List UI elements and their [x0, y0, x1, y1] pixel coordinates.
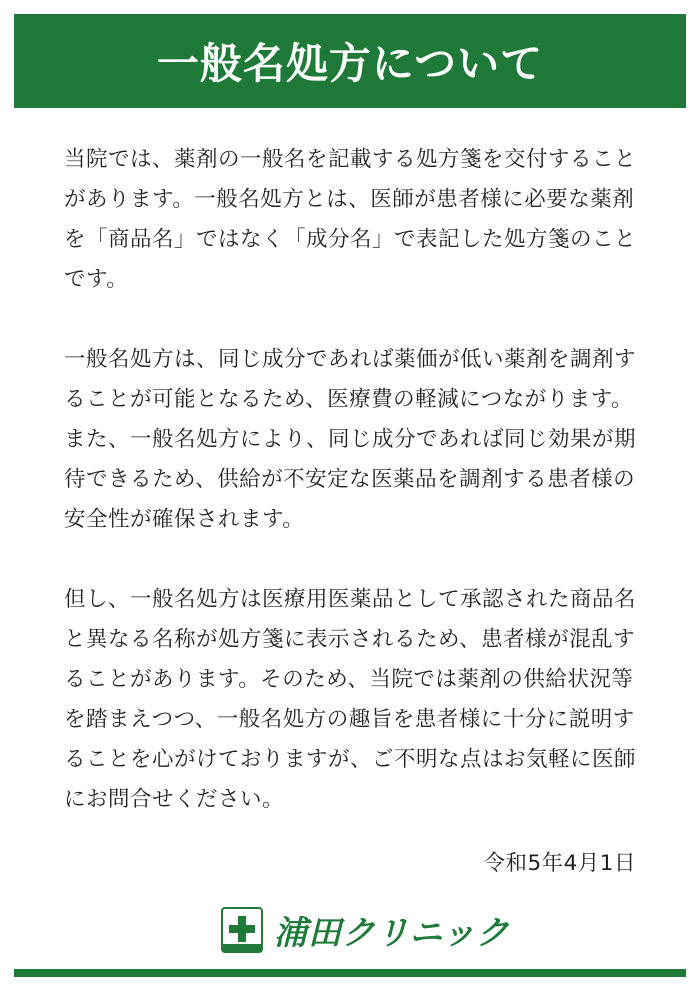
notice-body	[64, 140, 646, 820]
paragraph-3: 但し、一般名処方は医療用医薬品として承認された商品名と異なる名称が処方箋に表示されるため、患者様が混乱することがあります。そのため、当院では薬剤の供給状況等を踏まえつつ、一般名処方の趣旨を患者様に十分に説明することを心がけておりますが、ご不明な点はお気軽に医師にお問合せください。	[64, 587, 637, 812]
clinic-logo-icon	[220, 906, 264, 954]
header-banner	[14, 14, 686, 108]
clinic-name: 浦田クリニック	[274, 912, 511, 952]
paragraph-2: 一般名処方は、同じ成分であれば薬価が低い薬剤を調剤することが可能となるため、医療費の軽減につながります。また、一般名処方により、同じ成分であれば同じ効果が期待できるため、供給が不安定な医薬品を調剤する患者様の安全性が確保されます。	[64, 347, 637, 532]
clinic-logo	[220, 904, 510, 956]
footer-rule	[14, 969, 686, 977]
issue-date: 令和5年4月1日	[483, 851, 636, 876]
page-title: 一般名処方について	[156, 39, 544, 88]
paragraph-1: 当院では、薬剤の一般名を記載する処方箋を交付することがあります。一般名処方とは、医師が患者様に必要な薬剤を「商品名」ではなく「成分名」で表記した処方箋のことです。	[64, 147, 637, 292]
